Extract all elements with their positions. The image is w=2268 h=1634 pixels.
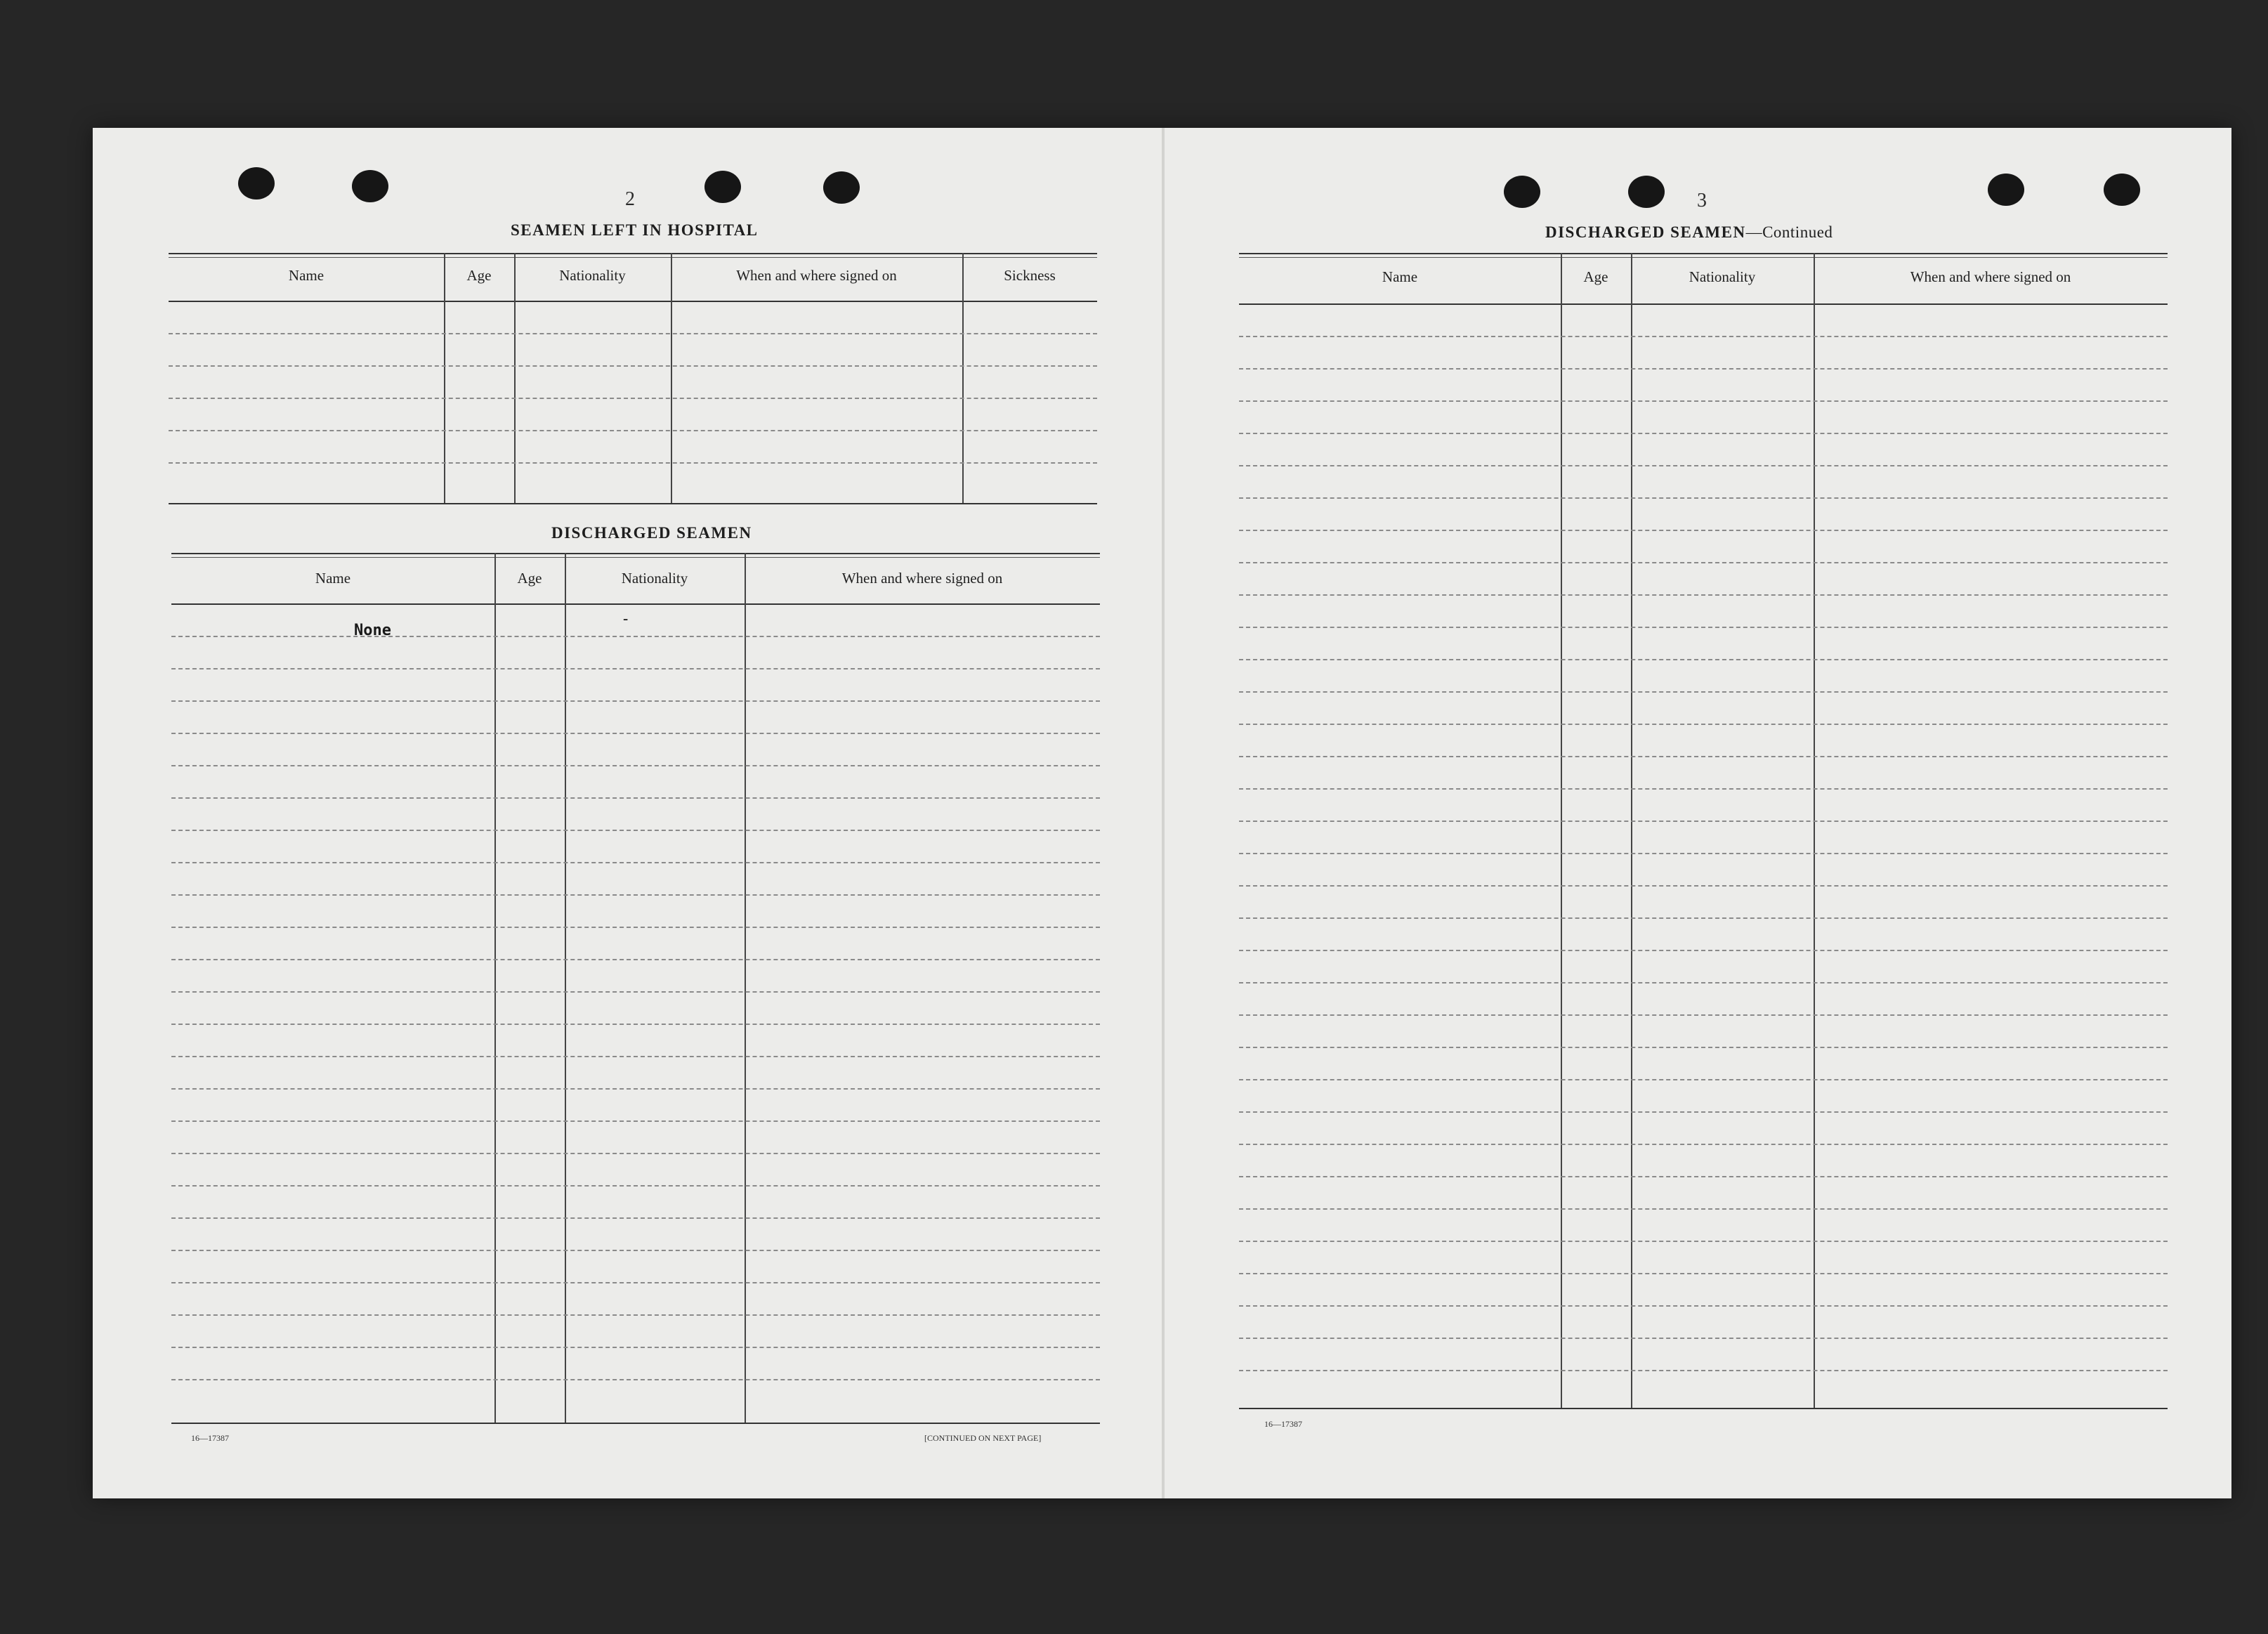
hospital-table — [169, 253, 1097, 504]
col-header-signed-on: When and where signed on — [841, 570, 1003, 587]
entry-name: None — [354, 622, 391, 639]
discharged-table-left — [171, 553, 1100, 1424]
col-header-age: Age — [1583, 268, 1608, 285]
title-suffix: —Continued — [1745, 223, 1833, 241]
entry-nationality: - — [621, 610, 631, 628]
form-number: 16—17387 — [1264, 1419, 1302, 1429]
punch-hole — [823, 171, 860, 204]
col-header-nationality: Nationality — [559, 267, 626, 284]
form-number: 16—17387 — [191, 1433, 229, 1443]
punch-hole — [704, 171, 741, 203]
section-title-discharged-continued — [1545, 223, 1833, 242]
punch-hole — [1628, 176, 1665, 208]
page-number: 2 — [625, 188, 635, 210]
punch-hole — [238, 167, 275, 200]
col-header-nationality: Nationality — [621, 570, 688, 587]
col-header-sickness: Sickness — [1004, 267, 1056, 284]
punch-hole — [1988, 174, 2024, 206]
title-main: DISCHARGED SEAMEN — [1545, 223, 1746, 241]
discharged-table-right — [1239, 253, 2168, 1409]
center-fold — [1162, 128, 1165, 1498]
col-header-signed-on: When and where signed on — [1910, 268, 2071, 285]
section-title-discharged: DISCHARGED SEAMEN — [551, 524, 752, 542]
punch-hole — [2104, 174, 2140, 206]
col-header-name: Name — [315, 570, 351, 587]
punch-hole — [352, 170, 388, 202]
section-title-hospital: SEAMEN LEFT IN HOSPITAL — [511, 221, 759, 239]
col-header-name: Name — [288, 267, 325, 284]
col-header-signed-on: When and where signed on — [736, 267, 897, 284]
col-header-nationality: Nationality — [1689, 268, 1756, 285]
col-header-age: Age — [517, 570, 542, 587]
punch-hole — [1504, 176, 1540, 208]
col-header-age: Age — [466, 267, 492, 284]
continued-note: [CONTINUED ON NEXT PAGE] — [924, 1433, 1042, 1443]
page-number: 3 — [1697, 190, 1707, 211]
col-header-name: Name — [1382, 268, 1418, 285]
